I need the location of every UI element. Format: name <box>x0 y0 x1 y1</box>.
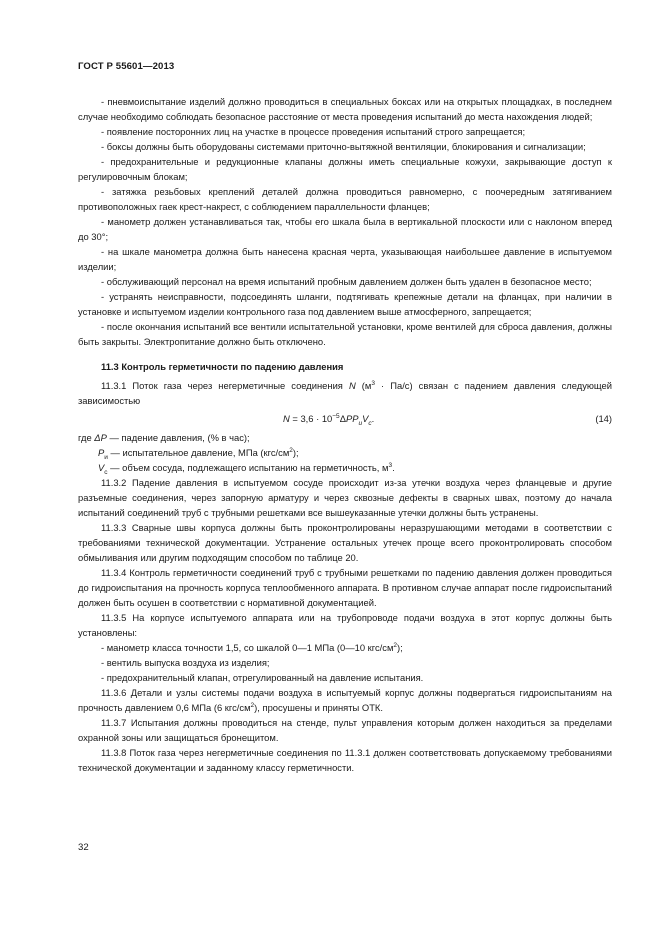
paragraph-11-3-2: 11.3.2 Падение давления в испытуемом сосуде происходит из-за утечки воздуха через фланцевые и другие разъемные соединения, через запорную арматуру и через сквозные дефекты в сварных швах, поэтому до начала испытаний соединений труб с трубными решетками все вышеуказанные утечки должны быть устранены. <box>78 477 612 518</box>
paragraph-11-3-3: 11.3.3 Сварные швы корпуса должны быть проконтролированы неразрушающими методами в соответствии с требованиями технической документации. Устранение остальных утечек проще всего проконтролировать способом обмыливания или другим подходящим способом по таблице 20. <box>78 522 612 563</box>
formula-14 <box>78 408 612 430</box>
list-item: - обслуживающий персонал на время испытаний пробным давлением должен быть удален в безопасное место; <box>101 276 592 287</box>
list-item: - вентиль выпуска воздуха из изделия; <box>101 657 270 668</box>
paragraph-11-3-1: 11.3.1 Поток газа через негерметичные соединения N $(м^3 \cdot Па/с)$ связан с падением давления следующей зависимостью <box>78 379 612 406</box>
section-heading: 11.3 Контроль герметичности по падению давления <box>101 361 344 372</box>
list-item: - предохранительные и редукционные клапаны должны иметь специальные кожухи, закрывающие доступ к регулировочным блокам; <box>78 156 612 182</box>
paragraph-11-3-6: 11.3.6 Детали и узлы системы подачи воздуха в испытуемый корпус должны подвергаться гидроиспытаниям на прочность давлением 0,6 МПа (6 кгс/$см^2$), просушены и приняты ОТК. <box>78 687 612 713</box>
paragraph-11-3-8: 11.3.8 Поток газа через негерметичные соединения по 11.3.1 должен соответствовать допускаемому требованиями технической документации и заданному классу герметичности. <box>78 747 612 773</box>
page-number: 32 <box>78 842 89 853</box>
list-item: - после окончания испытаний все вентили испытательной установки, кроме вентилей для сброса давления, должны быть закрыты. Электропитание должно быть отключено. <box>78 321 612 347</box>
list-item: - боксы должны быть оборудованы системами приточно-вытяжной вентиляции, блокирования и сигнализации; <box>101 141 586 152</box>
document-body <box>78 94 612 775</box>
paragraph-11-3-4: 11.3.4 Контроль герметичности соединений труб с трубными решетками по падению давления должен проводиться до гидроиспытания на прочность корпуса теплообменного аппарата. В противном случае аппарат после гидроиспытаний должен быть осушен в соответствии с нормативной документацией. <box>78 567 612 608</box>
where-item-p-i: $P_и$ — испытательное давление, МПа $(кгс/см^2)$; <box>98 446 299 461</box>
list-item: - предохранительный клапан, отрегулированный на давление испытания. <box>101 672 424 683</box>
where-item-delta-p: где ΔP — падение давления, (% в час); <box>78 432 250 443</box>
list-item: - манометр должен устанавливаться так, чтобы его шкала была в вертикальной плоскости или с наклоном вперед до 30°; <box>78 216 612 242</box>
paragraph-11-3-7: 11.3.7 Испытания должны проводиться на стенде, пульт управления которым должен находиться за пределами охранной зоны или защищаться бронещитом. <box>78 717 612 743</box>
document-header: ГОСТ Р 55601—2013 <box>78 61 175 72</box>
list-item: - устранять неисправности, подсоединять шланги, подтягивать крепежные детали на фланцах, при наличии в установке и испытуемом изделии контрольного газа под давлением выше атмосферного, запрещается; <box>78 291 612 317</box>
list-item: - манометр класса точности 1,5, со шкалой 0—1 МПа (0—10 кгс/$см^2$); <box>101 641 403 653</box>
list-item: - пневмоиспытание изделий должно проводиться в специальных боксах или на открытых площадках, в последнем случае необходимо соблюдать безопасное расстояние от места проведения испытаний до места нахождения людей; <box>78 96 612 122</box>
where-item-v-c: $V_c$ — объем сосуда, подлежащего испытанию на герметичность, $м^3$. <box>98 461 395 476</box>
list-item: - затяжка резьбовых креплений деталей должна проводиться равномерно, с поочередным затягиванием противоположных гаек крест-накрест, с соблюдением параллельности фланцев; <box>78 186 612 212</box>
list-item: - появление посторонних лиц на участке в процессе проведения испытаний строго запрещается; <box>101 126 526 137</box>
paragraph-11-3-5: 11.3.5 На корпусе испытуемого аппарата или на трубопроводе подачи воздуха в этот корпус должны быть установлены: <box>78 612 612 638</box>
equation-number: (14) <box>595 413 612 424</box>
formula: $N = 3,6 \cdot 10^{-5}\Delta PP_иV_c$. <box>283 412 375 427</box>
list-item: - на шкале манометра должна быть нанесена красная черта, указывающая наибольшее давление в испытуемом изделии; <box>78 246 612 272</box>
